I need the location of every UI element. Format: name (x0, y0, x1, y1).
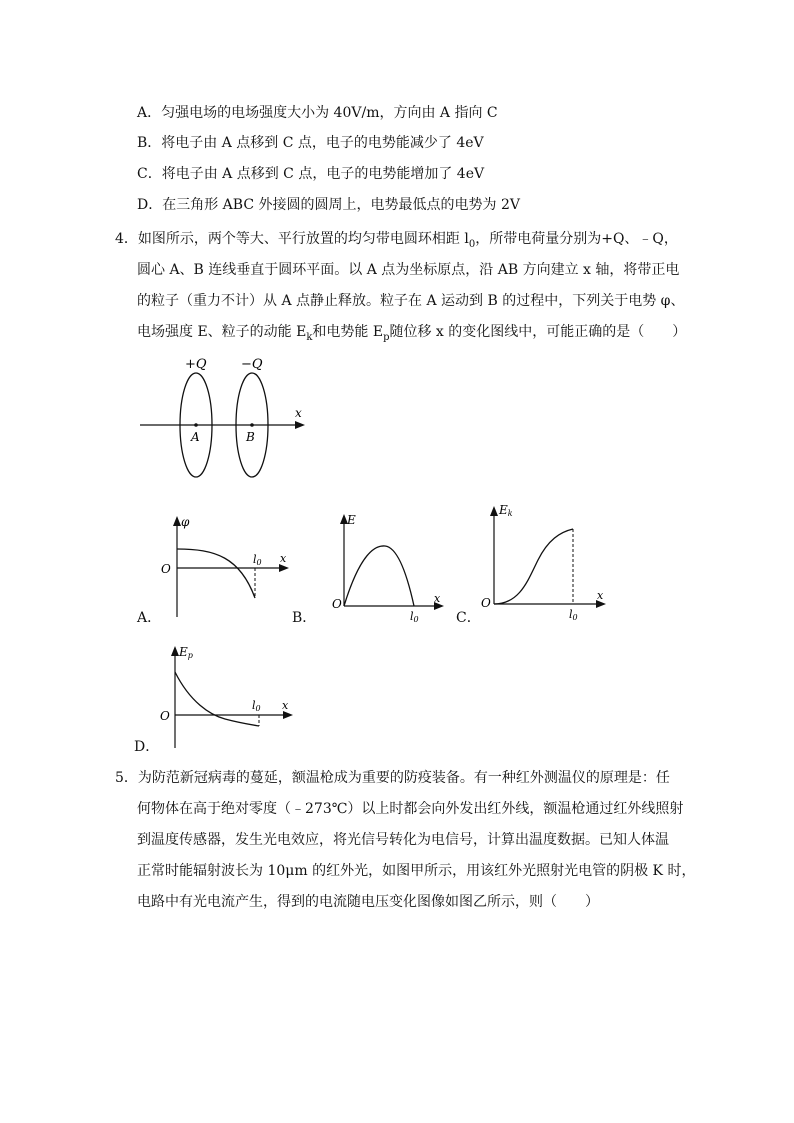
q3-option-c: C．将电子由 A 点移到 C 点，电子的电势能增加了 4eV (137, 166, 485, 182)
origin-label-b: O (332, 597, 342, 611)
x-label-c: l0 (569, 608, 578, 622)
graph-a-phi (155, 512, 295, 622)
q5-stem-line5: 电路中有光电流产生，得到的电流随电压变化图像如图乙所示，则（ ） (137, 894, 599, 910)
choice-a-label: A． (137, 610, 162, 626)
x-label-a: l0 (253, 553, 262, 567)
axis-ep-label: Ep (179, 645, 193, 660)
choice-b-label: B． (292, 610, 317, 626)
x-label-d: l0 (252, 699, 261, 713)
q4-stem-line3: 的粒子（重力不计）从 A 点静止释放。粒子在 A 运动到 B 的过程中，下列关于电势 φ、 (137, 293, 685, 309)
axis-e-label: E (347, 513, 356, 527)
choice-d-label: D． (134, 739, 160, 755)
origin-label-d: O (160, 709, 170, 723)
graph-b-e (330, 510, 450, 625)
q3-option-a: A．匀强电场的电场强度大小为 40V/m，方向由 A 指向 C (137, 105, 498, 121)
q5-stem-line2: 何物体在高于绝对零度（﹣273℃）以上时都会向外发出红外线，额温枪通过红外线照射 (137, 801, 684, 817)
choice-c-label: C． (456, 610, 481, 626)
x-axis-label-d: x (282, 699, 289, 712)
q4-stem-line4: 电场强度 E、粒子的动能 $E_k$和电势能 $E_p$随位移 x 的变化图线中，可能正确的是（ ） (137, 324, 687, 343)
origin-label-a: O (161, 562, 171, 576)
q5-stem-line3: 到温度传感器，发生光电效应，将光信号转化为电信号，计算出温度数据。已知人体温 (137, 832, 669, 848)
x-axis-label-c: x (597, 589, 604, 602)
x-label-b: l0 (410, 610, 419, 624)
q4-stem-line1: 4．如图所示，两个等大、平行放置的均匀带电圆环相距 $l_0$，所带电荷量分别为+Q、﹣Q， (115, 231, 678, 250)
x-axis-label-b: x (434, 592, 441, 605)
axis-phi-label: φ (181, 515, 190, 529)
label-plus-q: +Q (185, 357, 207, 372)
graph-c-ek (480, 500, 610, 625)
origin-label-c: O (481, 596, 491, 610)
q3-option-b: B．将电子由 A 点移到 C 点，电子的电势能减少了 4eV (137, 135, 484, 151)
x-axis-label-a: x (280, 552, 287, 565)
label-point-b: B (246, 430, 255, 444)
ring-figure (135, 352, 315, 482)
q5-stem-line4: 正常时能辐射波长为 10μm 的红外光，如图甲所示，用该红外光照射光电管的阴极 K 时， (137, 863, 696, 879)
graph-d-ep (155, 640, 300, 752)
q4-stem-line2: 圆心 A、B 连线垂直于圆环平面。以 A 点为坐标原点，沿 AB 方向建立 x 轴，将带正电 (137, 262, 680, 278)
axis-ek-label: Ek (499, 503, 513, 518)
label-axis-x: x (295, 406, 302, 420)
q3-option-d: D．在三角形 ABC 外接圆的圆周上，电势最低点的电势为 2V (137, 197, 520, 213)
label-point-a: A (191, 430, 200, 444)
q5-stem-line1: 5．为防范新冠病毒的蔓延，额温枪成为重要的防疫装备。有一种红外测温仪的原理是：任 (115, 770, 670, 786)
label-minus-q: −Q (241, 357, 263, 372)
